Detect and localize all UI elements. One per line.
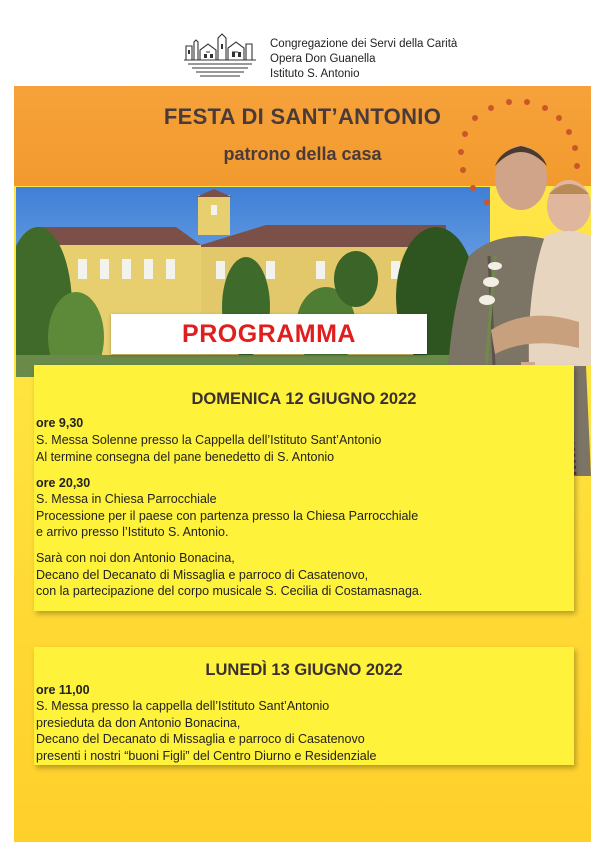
day1-event1-time: ore 9,30	[36, 416, 84, 430]
poster-subtitle: patrono della casa	[223, 144, 382, 164]
text-line: con la partecipazione del corpo musicale S. Cecilia di Costamasnaga.	[36, 584, 423, 598]
programma-box	[111, 314, 427, 354]
org-line: Congregazione dei Servi della Carità	[270, 38, 458, 50]
text-line: Sarà con noi don Antonio Bonacina,	[36, 551, 235, 565]
text-line: e arrivo presso l’Istituto S. Antonio.	[36, 525, 229, 539]
day1-event2-time: ore 20,30	[36, 476, 91, 490]
text-line: Al termine consegna del pane benedetto di S. Antonio	[36, 449, 335, 464]
day1-event2-desc	[36, 491, 418, 541]
text-line: Decano del Decanato di Missaglia e parroco di Casatenovo,	[36, 567, 369, 582]
programma-label: PROGRAMMA	[182, 320, 356, 348]
day1-note	[36, 550, 422, 600]
congregation-logo	[182, 30, 258, 82]
day1-heading: DOMENICA 12 GIUGNO 2022	[191, 390, 417, 408]
text-line: Decano del Decanato di Missaglia e parroco di Casatenovo	[36, 732, 365, 746]
text-line: S. Messa presso la cappella dell’Istituto Sant’Antonio	[36, 699, 330, 713]
day2-heading: LUNEDÌ 13 GIUGNO 2022	[205, 661, 403, 679]
poster	[14, 86, 591, 842]
poster-title: FESTA DI SANT’ANTONIO	[163, 104, 442, 129]
org-line: Istituto S. Antonio	[270, 68, 360, 80]
organization-name	[270, 37, 457, 82]
text-line: Processione per il paese con partenza presso la Chiesa Parrocchiale	[36, 508, 419, 523]
text-line: presieduta da don Antonio Bonacina,	[36, 715, 241, 730]
text-line: S. Messa Solenne presso la Cappella dell’Istituto Sant’Antonio	[36, 433, 382, 447]
schedule-card-day2	[34, 647, 574, 765]
day2-event1-desc	[36, 698, 376, 764]
day2-event1-time: ore 11,00	[36, 683, 90, 697]
org-line: Opera Don Guanella	[270, 53, 376, 65]
text-line: presenti i nostri “buoni Figli” del Centro Diurno e Residenziale	[36, 748, 377, 763]
day1-event1-desc	[36, 432, 381, 465]
text-line: S. Messa in Chiesa Parrocchiale	[36, 492, 217, 506]
schedule-card-day1	[34, 365, 574, 611]
